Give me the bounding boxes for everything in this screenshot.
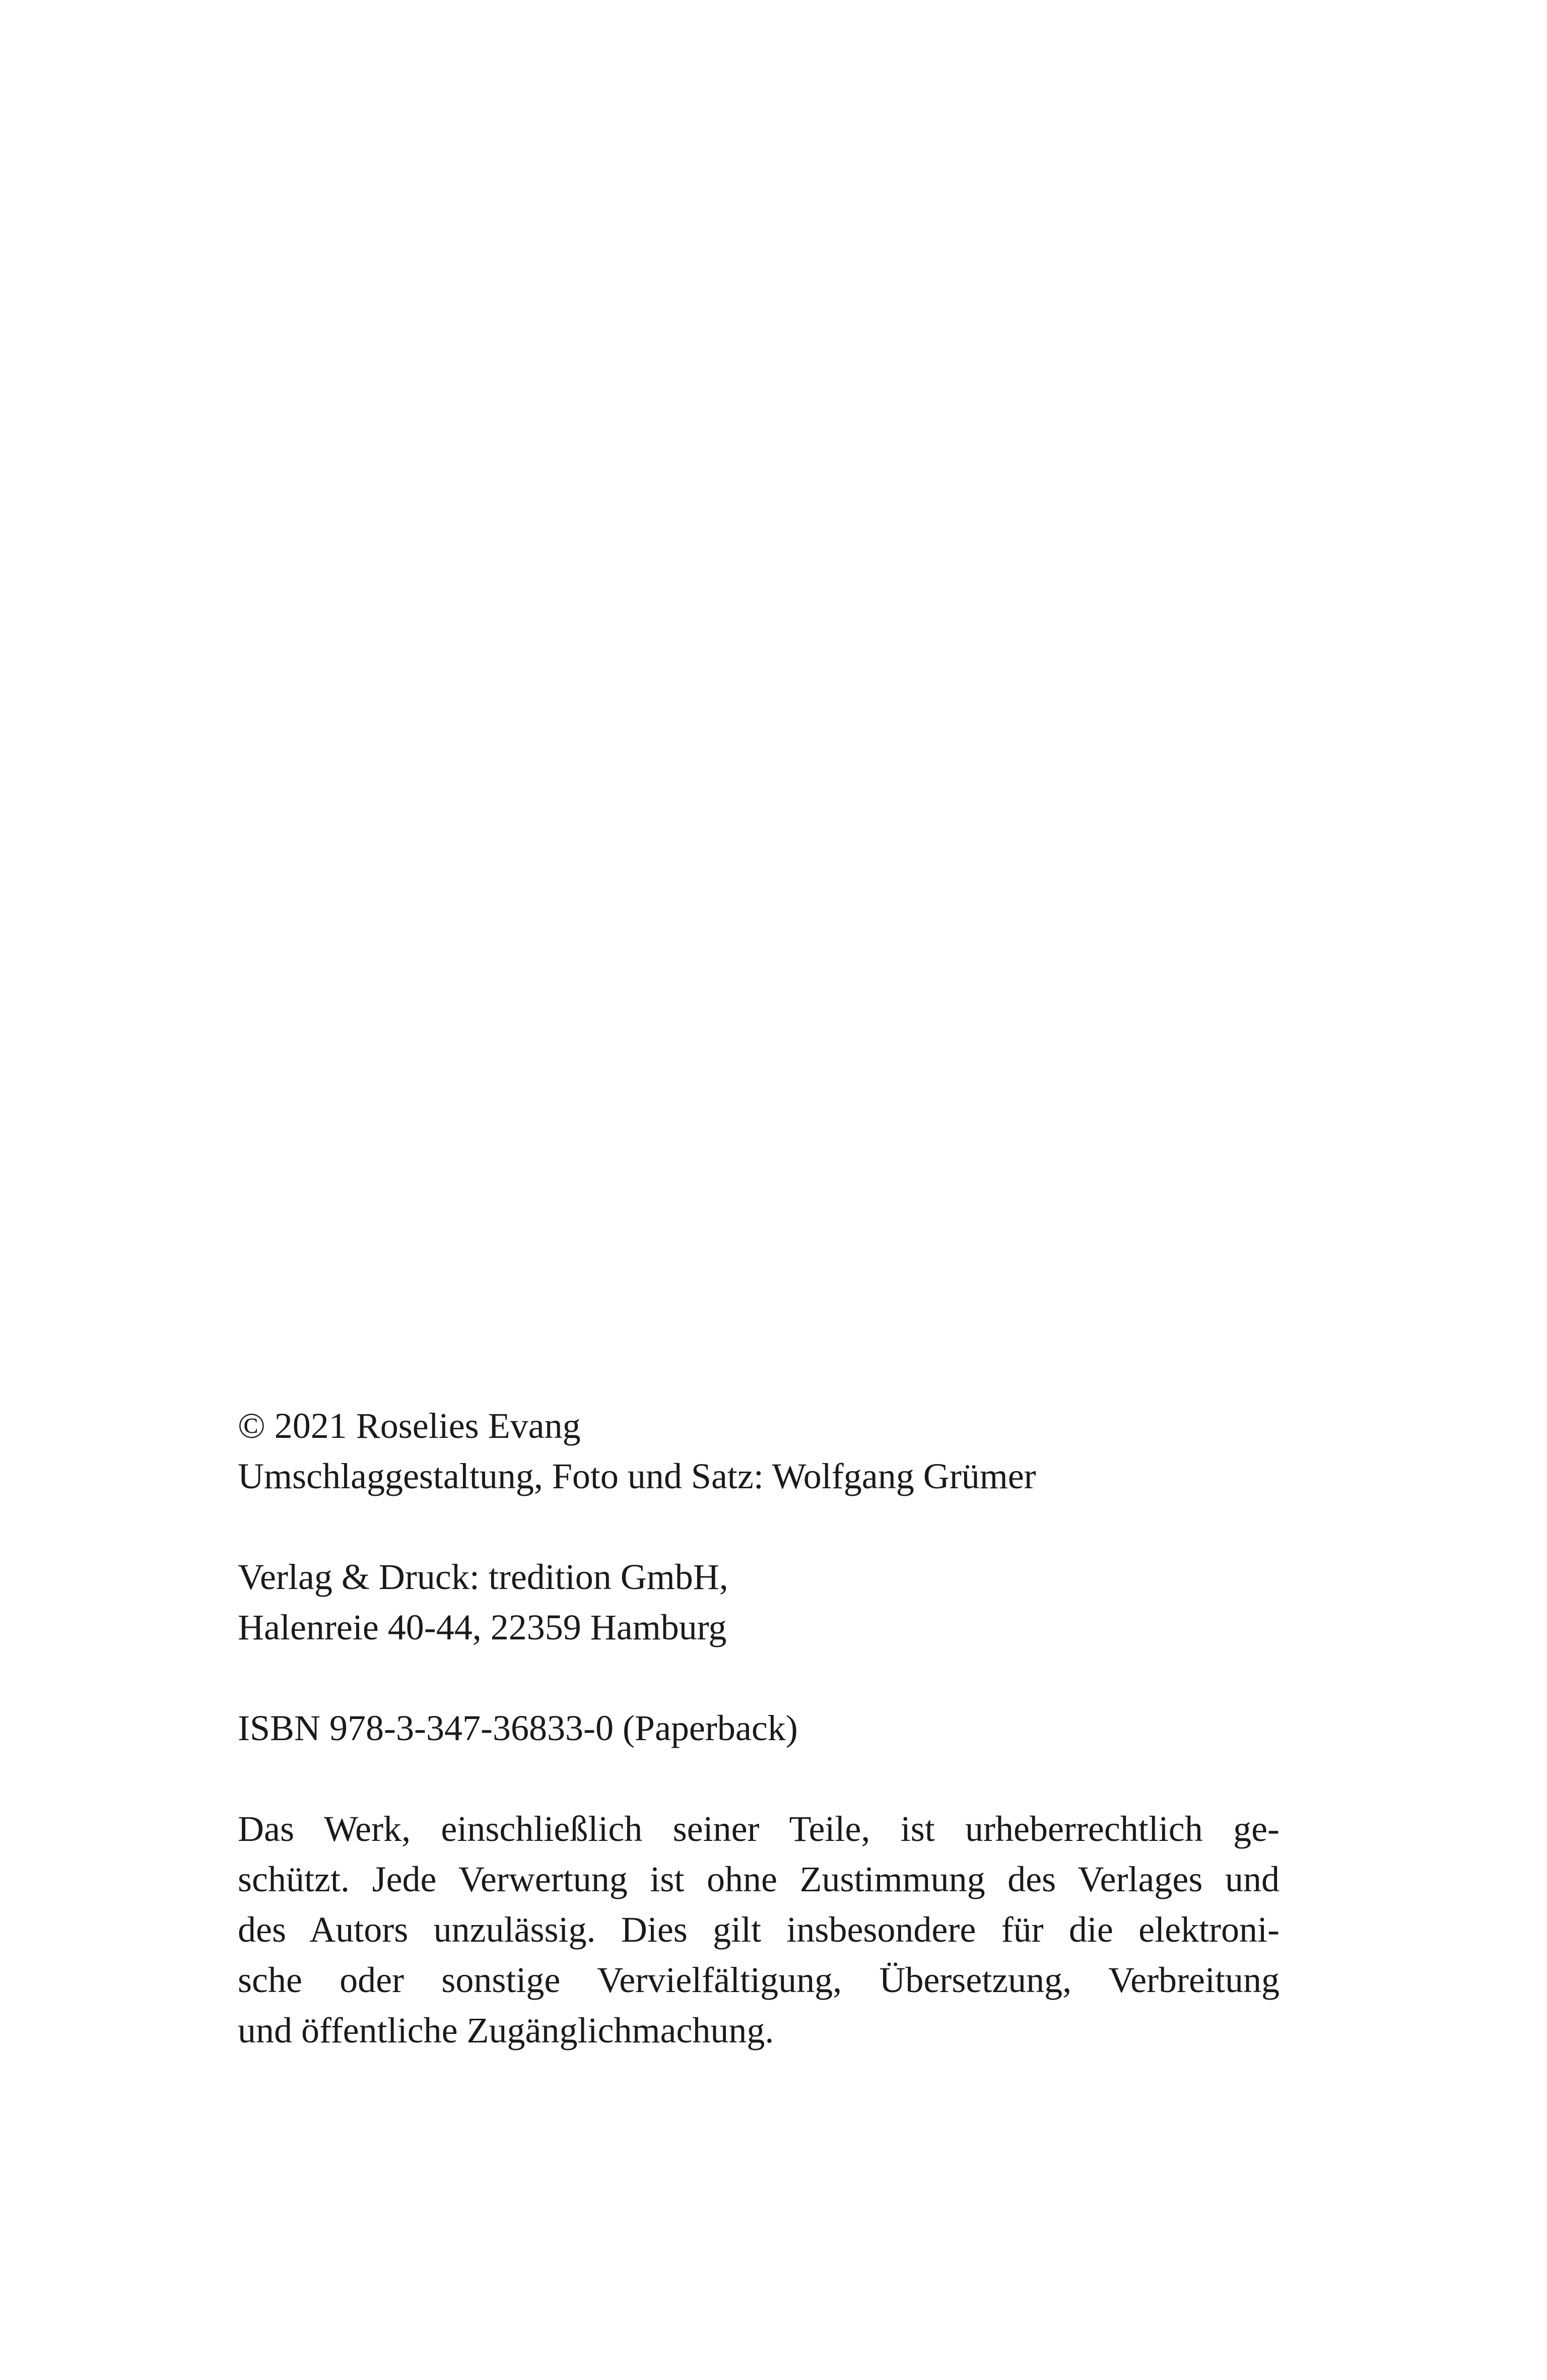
design-credit-line: Umschlaggestaltung, Foto und Satz: Wolfgang Grümer: [238, 1456, 1036, 1496]
rights-notice-paragraph: [238, 1804, 1280, 2056]
publisher-paragraph: [238, 1552, 1280, 1652]
rights-notice-line: und öffentliche Zugänglichmachung.: [238, 2010, 774, 2051]
credits-paragraph: [238, 1401, 1280, 1501]
rights-notice-line: schützt. Jede Verwertung ist ohne Zustimmung des Verlages und: [238, 1859, 1280, 1899]
rights-notice-line: sche oder sonstige Vervielfältigung, Übersetzung, Verbreitung: [238, 1960, 1280, 2000]
copyright-line: © 2021 Roselies Evang: [238, 1406, 581, 1446]
isbn-line: ISBN 978-3-347-36833-0 (Paperback): [238, 1708, 798, 1748]
publisher-name-line: Verlag & Druck: tredition GmbH,: [238, 1557, 728, 1597]
isbn-paragraph: [238, 1703, 1280, 1753]
imprint-block: [238, 1401, 1280, 2056]
rights-notice-line: Das Werk, einschließlich seiner Teile, ist urheberrechtlich ge-: [238, 1809, 1280, 1849]
rights-notice-line: des Autors unzulässig. Dies gilt insbesondere für die elektroni-: [238, 1909, 1280, 1950]
publisher-address-line: Halenreie 40-44, 22359 Hamburg: [238, 1607, 727, 1647]
